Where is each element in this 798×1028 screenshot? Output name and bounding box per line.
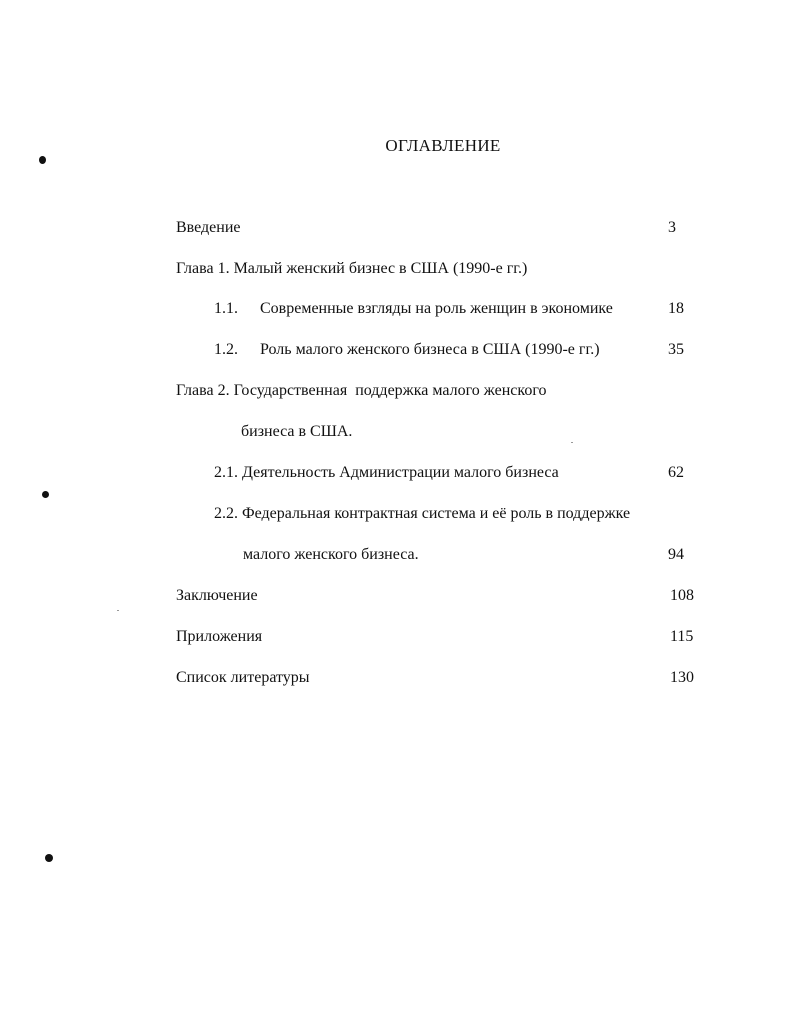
punch-hole-mark — [39, 156, 46, 164]
toc-page-references: 130 — [670, 669, 694, 686]
scan-speck — [571, 442, 573, 443]
toc-entry-chapter2-line2: бизнеса в США. — [241, 423, 353, 440]
toc-entry-section-2-2-line2: малого женского бизнеса. — [243, 546, 419, 563]
toc-page-section-1-1: 18 — [668, 300, 684, 317]
punch-hole-mark — [45, 854, 53, 862]
toc-entry-intro: Введение — [176, 219, 241, 236]
toc-entry-section-2-1: 2.1. Деятельность Администрации малого бизнеса — [214, 464, 559, 481]
toc-entry-appendices: Приложения — [176, 628, 263, 645]
toc-entry-section-1-2 — [214, 340, 600, 360]
section-title: Современные взгляды на роль женщин в экономике — [260, 300, 613, 317]
toc-page-appendices: 115 — [670, 628, 694, 645]
page-title: ОГЛАВЛЕНИЕ — [385, 136, 501, 155]
toc-page-intro: 3 — [668, 219, 676, 236]
toc-page-conclusion: 108 — [670, 587, 694, 604]
section-number: 1.2. — [214, 341, 238, 358]
toc-page-section-1-2: 35 — [668, 341, 684, 358]
section-number: 1.1. — [214, 300, 238, 317]
toc-entry-section-2-2-line1: 2.2. Федеральная контрактная система и её роль в поддержке — [214, 505, 631, 522]
toc-entry-chapter2-line1: Глава 2. Государственная поддержка малого женского — [176, 382, 547, 399]
toc-entry-chapter1: Глава 1. Малый женский бизнес в США (1990-е гг.) — [176, 260, 528, 277]
scan-speck — [117, 610, 119, 611]
section-title: Роль малого женского бизнеса в США (1990-е гг.) — [260, 341, 600, 358]
toc-entry-conclusion: Заключение — [176, 587, 258, 604]
toc-entry-references: Список литературы — [176, 669, 310, 686]
toc-page-section-2-1: 62 — [668, 464, 684, 481]
punch-hole-mark — [42, 491, 49, 498]
toc-page-section-2-2: 94 — [668, 546, 684, 563]
toc-entry-section-1-1 — [214, 299, 613, 319]
